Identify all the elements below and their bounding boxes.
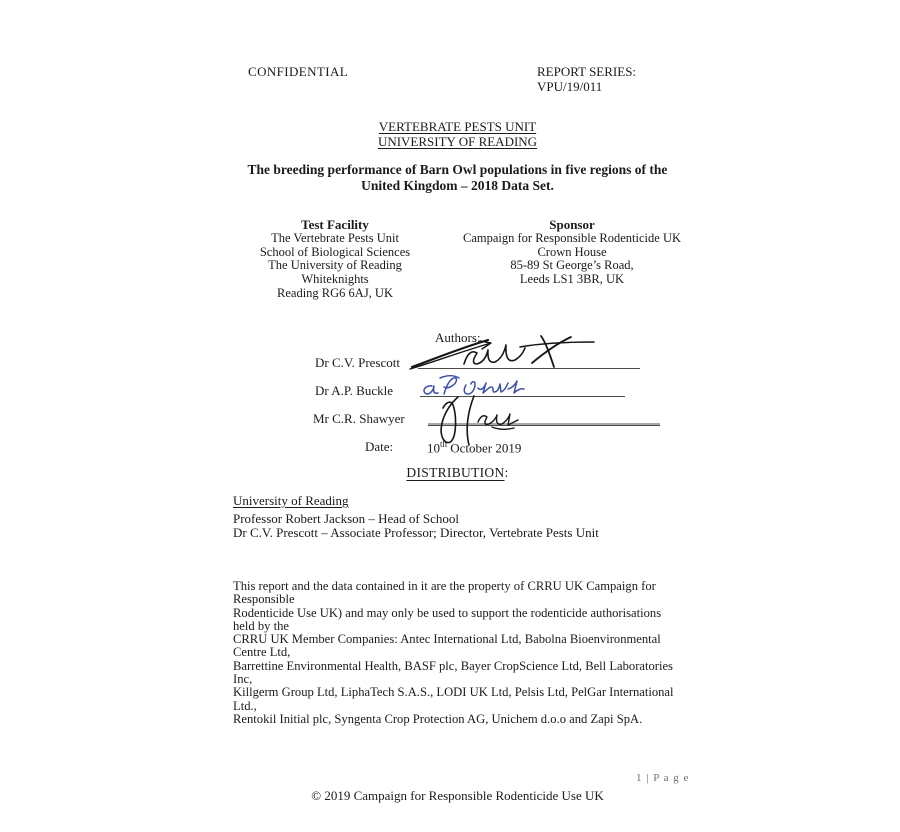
organisation-heading (230, 120, 685, 149)
report-title-line-2: United Kingdom – 2018 Data Set. (361, 177, 554, 193)
test-facility-line: The Vertebrate Pests Unit (271, 230, 399, 245)
signature-buckle (420, 373, 550, 397)
notice-line: Killgerm Group Ltd, LiphaTech S.A.S., LODI UK Ltd, Pelsis Ltd, PelGar International Ltd., (233, 685, 674, 713)
confidential-stamp: CONFIDENTIAL (248, 64, 349, 79)
report-title-line-1: The breeding performance of Barn Owl populations in five regions of the (247, 162, 668, 177)
author-name-shawyer: Mr C.R. Shawyer (313, 411, 405, 426)
test-facility-line: School of Biological Sciences (259, 244, 411, 259)
distribution-heading (230, 465, 685, 481)
test-facility-line: Whiteknights (301, 272, 369, 287)
distribution-heading-text: DISTRIBUTION (406, 465, 505, 480)
notice-line: Rentokil Initial plc, Syngenta Crop Protection AG, Unichem d.o.o and Zapi SpA. (233, 711, 643, 726)
date-label: Date: (365, 439, 394, 454)
distribution-entry: Dr C.V. Prescott – Associate Professor; Director, Vertebrate Pests Unit (233, 525, 599, 540)
report-series-label: REPORT SERIES: (537, 64, 637, 79)
test-facility-heading: Test Facility (301, 217, 369, 232)
test-facility-block (240, 218, 430, 301)
test-facility-line: Reading RG6 6AJ, UK (277, 285, 393, 300)
distribution-group: University of Reading (233, 493, 349, 508)
sponsor-line: 85-89 St George’s Road, (510, 258, 634, 273)
sponsor-heading: Sponsor (549, 217, 595, 232)
report-title (230, 162, 685, 193)
authors-heading: Authors: (435, 330, 481, 345)
university-name: UNIVERSITY OF READING (377, 133, 538, 149)
notice-line: CRRU UK Member Companies: Antec International Ltd, Babolna Bioenvironmental Centre Ltd, (233, 632, 661, 660)
date-ordinal-suffix: th (440, 439, 448, 449)
report-series-value: VPU/19/011 (537, 79, 603, 94)
notice-line: Rodenticide Use UK) and may only be used to support the rodenticide authorisations held by the (233, 605, 662, 633)
sponsor-block (452, 218, 692, 287)
date-month-year: October 2019 (447, 440, 522, 456)
page-number: 1 | P a g e (636, 772, 690, 784)
distribution-entry: Professor Robert Jackson – Head of School (233, 511, 460, 526)
signature-prescott (408, 333, 598, 371)
author-name-prescott: Dr C.V. Prescott (315, 355, 400, 370)
unit-name: VERTEBRATE PESTS UNIT (378, 119, 537, 134)
date-value (427, 439, 521, 456)
property-notice (233, 580, 678, 726)
report-series-block (537, 64, 636, 94)
sponsor-line: Crown House (537, 244, 607, 259)
copyright-line: © 2019 Campaign for Responsible Rodenticide Use UK (311, 788, 604, 803)
date-day: 10 (427, 440, 440, 456)
sponsor-line: Campaign for Responsible Rodenticide UK (462, 230, 682, 245)
sponsor-line: Leeds LS1 3BR, UK (519, 272, 625, 287)
test-facility-line: The University of Reading (268, 258, 402, 273)
author-name-buckle: Dr A.P. Buckle (315, 383, 393, 398)
notice-line: Barrettine Environmental Health, BASF plc, Bayer CropScience Ltd, Bell Laboratories Inc, (233, 658, 673, 687)
notice-line: This report and the data contained in it are the property of CRRU UK Campaign for Responsible (233, 579, 656, 607)
distribution-heading-colon: : (504, 465, 509, 480)
